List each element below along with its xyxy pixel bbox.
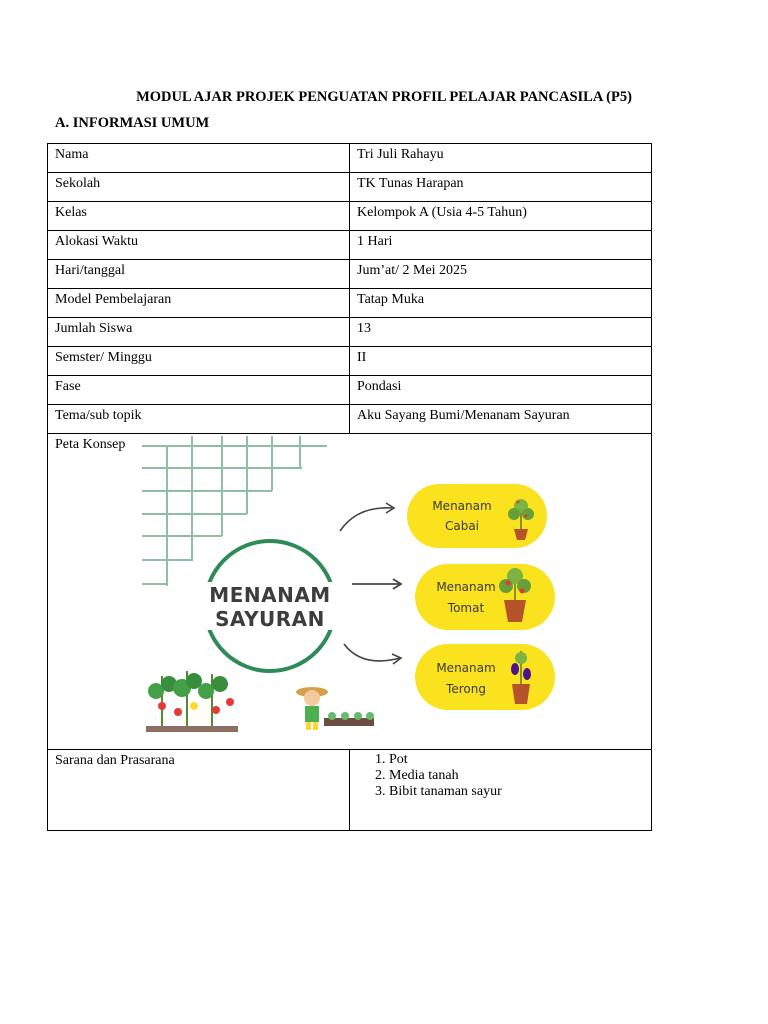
row-label: Model Pembelajaran	[48, 289, 350, 318]
row-value: 1 Hari	[350, 231, 652, 260]
table-row	[48, 376, 652, 405]
list-item: 2. Media tanah	[389, 768, 644, 784]
row-value: Tatap Muka	[350, 289, 652, 318]
row-value: Aku Sayang Bumi/Menanam Sayuran	[350, 405, 652, 434]
concept-map-cell	[48, 434, 652, 750]
table-row	[48, 144, 652, 173]
table-row	[48, 173, 652, 202]
row-value: Kelompok A (Usia 4-5 Tahun)	[350, 202, 652, 231]
row-value: Tri Juli Rahayu	[350, 144, 652, 173]
branch-pill-terong	[415, 644, 555, 710]
row-value: 13	[350, 318, 652, 347]
branch-pill-cabai	[407, 484, 547, 548]
table-row	[48, 750, 652, 831]
branch-line1: Menanam	[436, 580, 496, 594]
concept-map-label: Peta Konsep	[55, 437, 126, 452]
table-row	[48, 202, 652, 231]
center-title-line2: SAYURAN	[215, 607, 325, 631]
list-item: 3. Bibit tanaman sayur	[389, 784, 644, 800]
row-label: Jumlah Siswa	[48, 318, 350, 347]
row-label: Alokasi Waktu	[48, 231, 350, 260]
branch-pill-tomat	[415, 564, 555, 630]
info-table	[47, 143, 652, 831]
row-label: Sarana dan Prasarana	[48, 750, 350, 831]
row-value: II	[350, 347, 652, 376]
farmer-child-icon	[296, 687, 374, 730]
branch-line2: Terong	[446, 682, 486, 696]
branch-line2: Cabai	[444, 519, 480, 533]
row-label: Fase	[48, 376, 350, 405]
row-label: Nama	[48, 144, 350, 173]
table-row	[48, 260, 652, 289]
concept-map-row	[48, 434, 652, 750]
row-value: Pondasi	[350, 376, 652, 405]
vegetable-garden-icon	[146, 671, 238, 732]
section-heading: A. INFORMASI UMUM	[55, 115, 210, 131]
arrow-icon	[344, 644, 401, 664]
document-title: MODUL AJAR PROJEK PENGUATAN PROFIL PELAJAR PANCASILA (P5)	[136, 89, 632, 105]
table-row	[48, 405, 652, 434]
table-row	[48, 318, 652, 347]
center-title-line1: MENANAM	[209, 583, 331, 607]
row-value: TK Tunas Harapan	[350, 173, 652, 202]
table-row	[48, 289, 652, 318]
row-label: Semster/ Minggu	[48, 347, 350, 376]
arrow-icon	[340, 503, 394, 531]
table-row	[48, 347, 652, 376]
table-row	[48, 231, 652, 260]
branch-line1: Menanam	[432, 499, 492, 513]
branch-line1: Menanam	[436, 661, 496, 675]
row-label: Kelas	[48, 202, 350, 231]
branch-line2: Tomat	[447, 601, 485, 615]
row-label: Sekolah	[48, 173, 350, 202]
tools-list	[357, 752, 644, 800]
list-item: 1. Pot	[389, 752, 644, 768]
row-value	[350, 750, 652, 831]
row-label: Tema/sub topik	[48, 405, 350, 434]
row-label: Hari/tanggal	[48, 260, 350, 289]
row-value: Jum’at/ 2 Mei 2025	[350, 260, 652, 289]
arrow-icon	[352, 579, 401, 589]
concept-map-illustration	[142, 436, 572, 746]
